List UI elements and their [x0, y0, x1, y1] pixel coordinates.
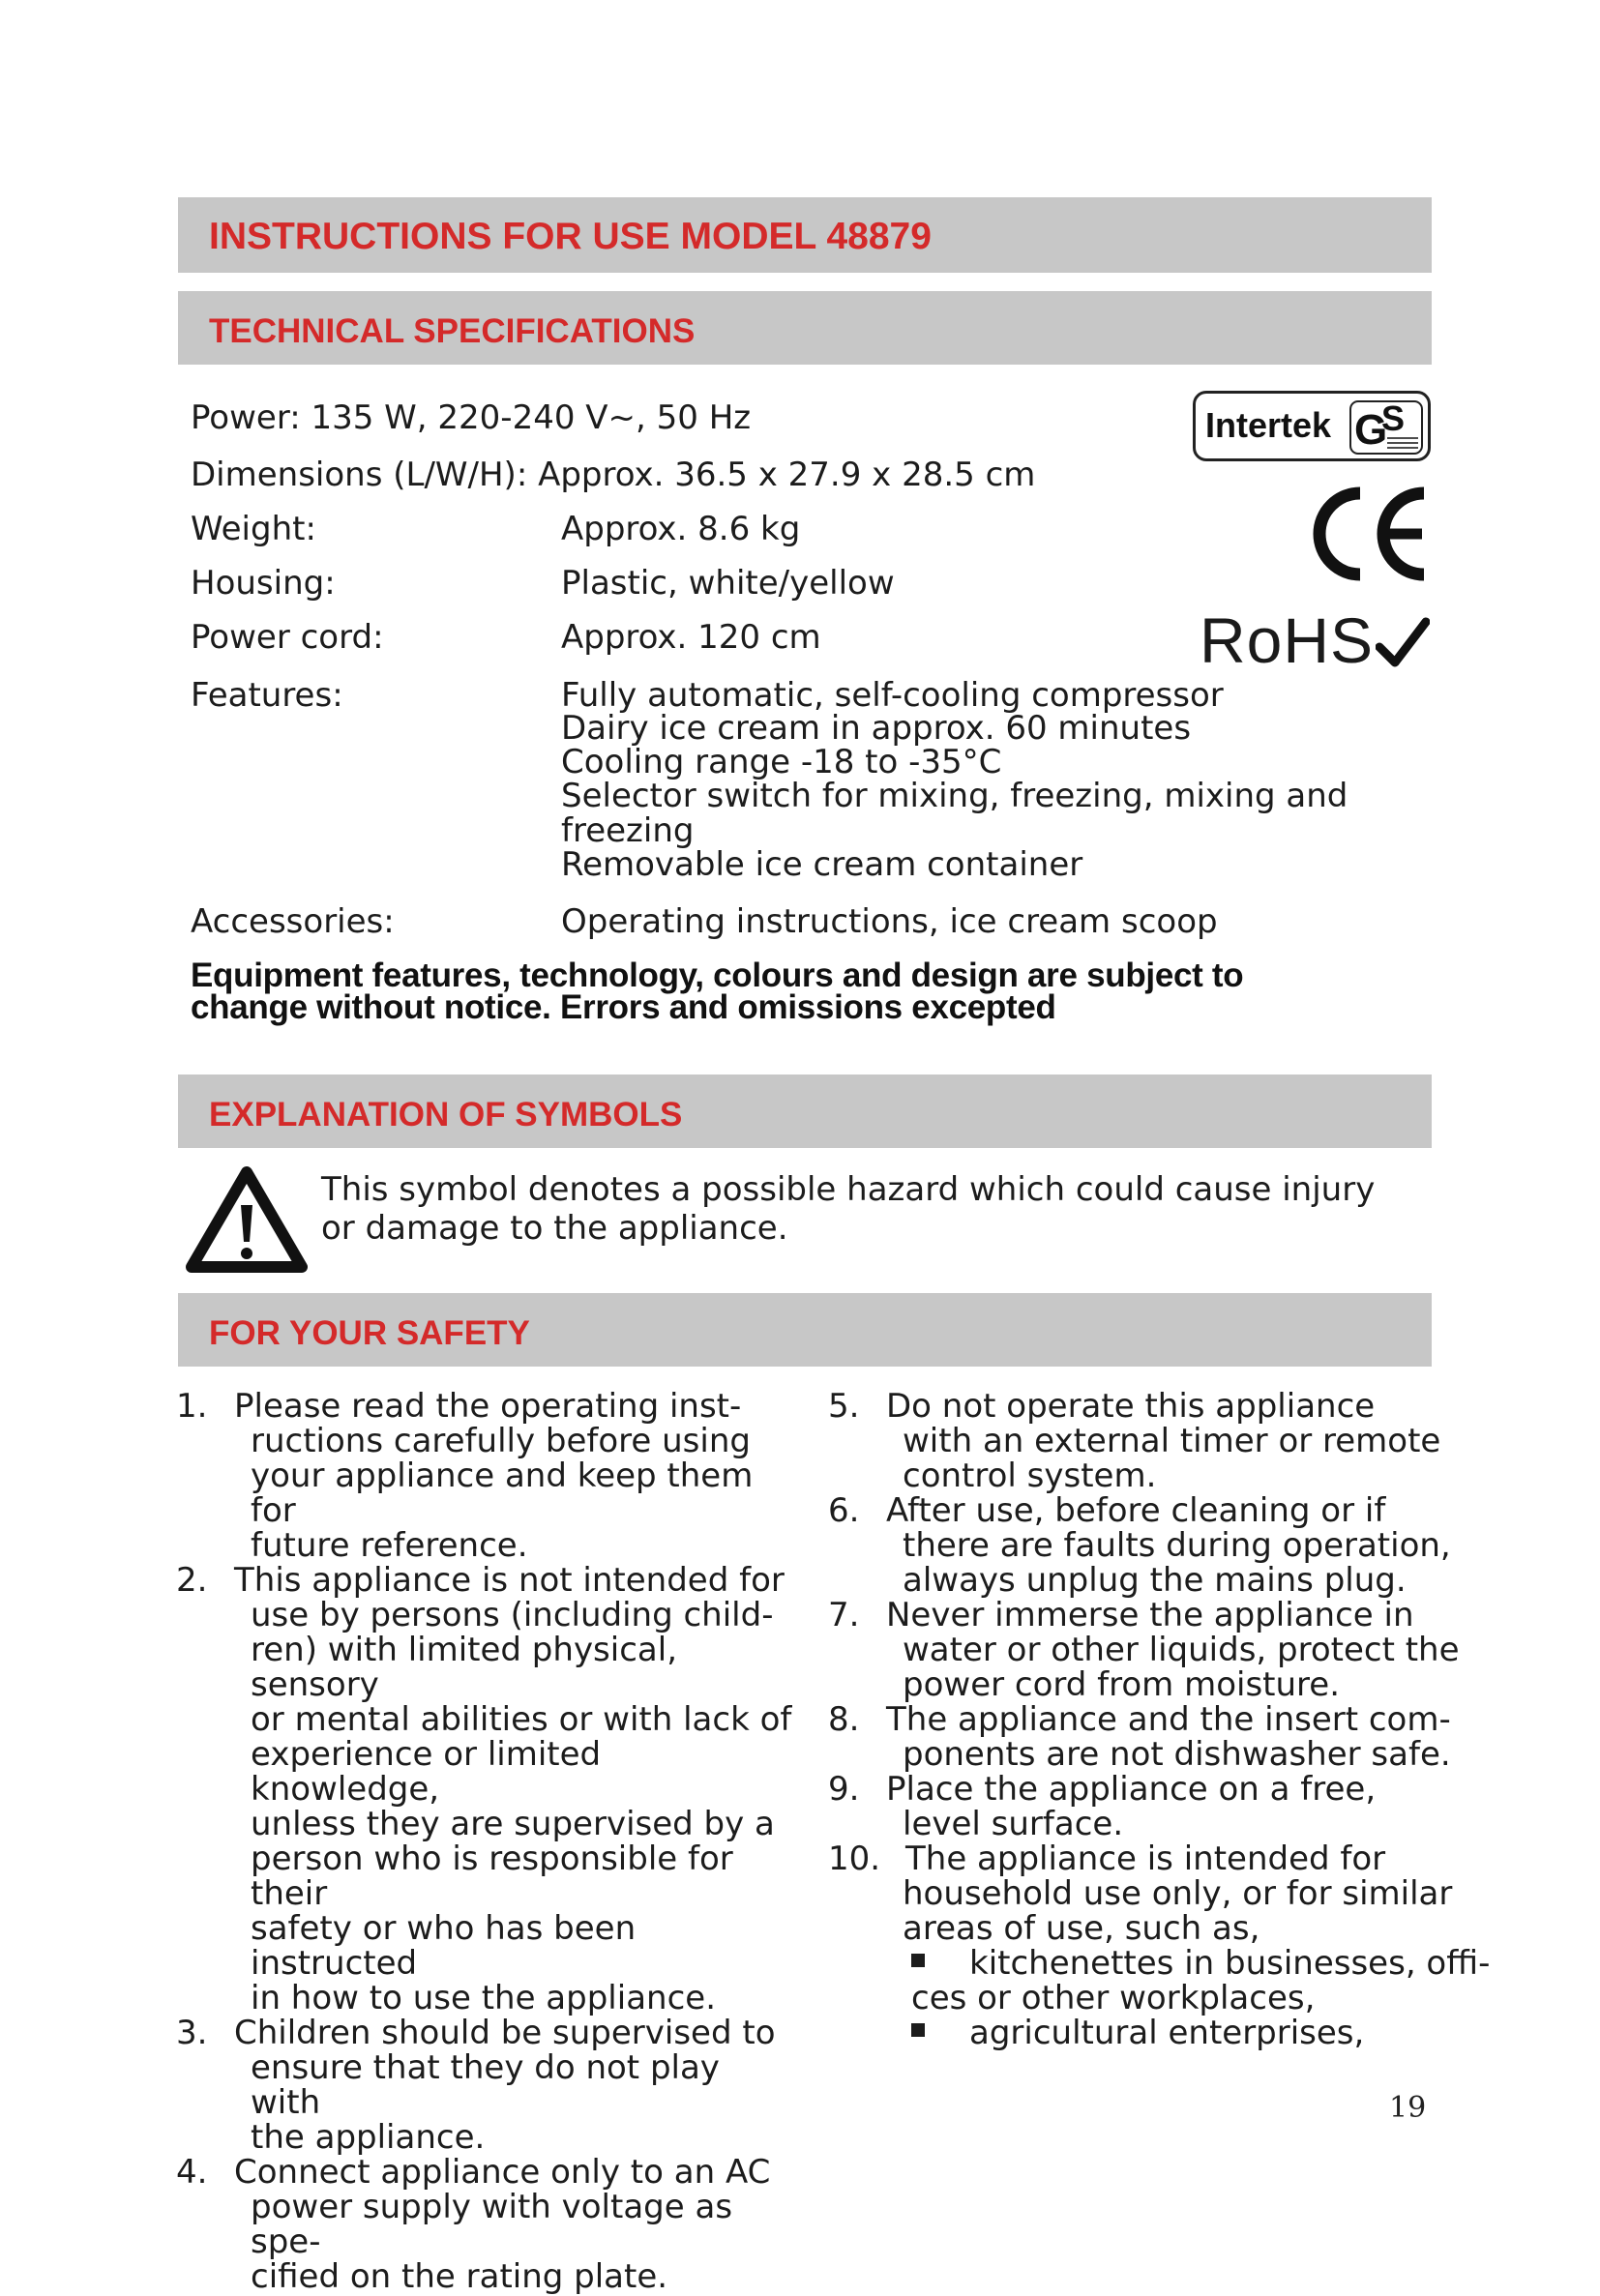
- spec-label-features: Features:: [191, 676, 343, 715]
- item-number: 5.: [828, 1387, 860, 1426]
- item-number: 6.: [828, 1491, 860, 1530]
- svg-text:S: S: [1381, 399, 1406, 438]
- ce-mark-icon: [1304, 484, 1432, 584]
- symbols-heading-bar: [178, 1074, 1432, 1148]
- item-line: After use, before cleaning or if: [886, 1491, 1386, 1530]
- spec-label-housing: Housing:: [191, 564, 336, 603]
- item-line: Do not operate this appliance: [886, 1387, 1376, 1426]
- gs-mark-icon: [1348, 399, 1424, 456]
- item-line: power cord from moisture.: [903, 1665, 1341, 1704]
- rohs-mark: [1200, 602, 1430, 679]
- feature-line: Removable ice cream container: [561, 845, 1083, 884]
- safety-heading: FOR YOUR SAFETY: [209, 1314, 530, 1352]
- item-line: future reference.: [251, 1526, 528, 1565]
- item-line: with an external timer or remote: [903, 1422, 1441, 1460]
- item-number: 7.: [828, 1596, 860, 1634]
- change-notice: Equipment features, technology, colours and design are subject to change without notice. Errors and omissions excepted: [191, 957, 1244, 1026]
- intertek-gs-logo: [1193, 391, 1431, 461]
- feature-line: Cooling range -18 to -35°C: [561, 743, 1002, 781]
- safety-item: [176, 1389, 795, 1563]
- item-line: unless they are supervised by a: [251, 1805, 775, 1843]
- item-line: Please read the operating inst-: [234, 1387, 742, 1426]
- item-line: ensure that they do not play with: [251, 2048, 720, 2122]
- item-line: your appliance and keep them for: [251, 1457, 754, 1530]
- safety-item: [828, 1493, 1505, 1598]
- technical-specifications-heading-bar: [178, 291, 1432, 365]
- item-line: the appliance.: [251, 2118, 486, 2157]
- spec-dimensions: Dimensions (L/W/H): Approx. 36.5 x 27.9 x 28.5 cm: [191, 456, 1036, 494]
- item-number: 3.: [176, 2014, 208, 2052]
- warning-triangle-icon: [186, 1166, 308, 1275]
- item-line: person who is responsible for their: [251, 1840, 733, 1913]
- item-line: in how to use the appliance.: [251, 1979, 716, 2017]
- item-line: ren) with limited physical, sensory: [251, 1631, 678, 1704]
- symbols-heading: EXPLANATION OF SYMBOLS: [209, 1096, 683, 1133]
- safety-item: [828, 1702, 1505, 1772]
- item-line: Children should be supervised to: [234, 2014, 776, 2052]
- hazard-symbol-description: This symbol denotes a possible hazard which could cause injury or damage to the appliance.: [321, 1170, 1376, 1248]
- intertek-wordmark: Intertek: [1205, 404, 1332, 445]
- rohs-wordmark: RoHS: [1200, 604, 1375, 676]
- item-line: cified on the rating plate.: [251, 2257, 668, 2296]
- spec-label-accessories: Accessories:: [191, 902, 395, 941]
- item-line: The appliance is intended for: [905, 1840, 1386, 1878]
- item-line: water or other liquids, protect the: [903, 1631, 1460, 1669]
- spec-value-housing: Plastic, white/yellow: [561, 564, 895, 603]
- spec-power: Power: 135 W, 220-240 V~, 50 Hz: [191, 398, 752, 437]
- safety-item: [828, 1841, 1505, 1946]
- safety-item: [176, 2016, 795, 2155]
- safety-item: [828, 1772, 1505, 1841]
- spec-value-power-cord: Approx. 120 cm: [561, 618, 821, 657]
- item-line: household use only, or for similar: [903, 1874, 1453, 1913]
- item-line: This appliance is not intended for: [234, 1561, 785, 1600]
- square-bullet-icon: [911, 1954, 925, 1967]
- item-number: 8.: [828, 1700, 860, 1739]
- item-number: 2.: [176, 1561, 208, 1600]
- item-line: use by persons (including child-: [251, 1596, 774, 1634]
- item-line: control system.: [903, 1457, 1157, 1495]
- item-number: 10.: [828, 1840, 881, 1878]
- document-title-bar: [178, 197, 1432, 273]
- item-line: ructions carefully before using: [251, 1422, 751, 1460]
- safety-subitem: [828, 2016, 1505, 2050]
- subitem-line: kitchenettes in businesses, offi-: [969, 1944, 1491, 1983]
- square-bullet-icon: [911, 2023, 925, 2037]
- safety-column-left: [176, 1389, 795, 2294]
- item-number: 4.: [176, 2153, 208, 2192]
- technical-specifications-heading: TECHNICAL SPECIFICATIONS: [209, 312, 696, 350]
- safety-column-right: [828, 1389, 1505, 2050]
- safety-heading-bar: [178, 1293, 1432, 1367]
- item-line: Connect appliance only to an AC: [234, 2153, 771, 2192]
- subitem-line: agricultural enterprises,: [969, 2014, 1365, 2052]
- feature-line: freezing: [561, 811, 695, 850]
- svg-text:G: G: [1354, 406, 1388, 454]
- item-line: areas of use, such as,: [903, 1909, 1260, 1948]
- feature-line: Selector switch for mixing, freezing, mixing and: [561, 777, 1348, 815]
- spec-value-features: Fully automatic, self-cooling compressor: [561, 676, 1224, 715]
- safety-item: [176, 1563, 795, 2016]
- item-line: or mental abilities or with lack of: [251, 1700, 792, 1739]
- spec-label-power-cord: Power cord:: [191, 618, 384, 657]
- item-line: Place the appliance on a free,: [886, 1770, 1377, 1809]
- item-number: 9.: [828, 1770, 860, 1809]
- safety-item: [828, 1389, 1505, 1493]
- safety-item: [828, 1598, 1505, 1702]
- spec-value-weight: Approx. 8.6 kg: [561, 510, 801, 548]
- safety-subitem: [828, 1946, 1505, 2016]
- subitem-line: ces or other workplaces,: [911, 1979, 1316, 2017]
- checkmark-icon: [1376, 616, 1430, 668]
- item-line: there are faults during operation,: [903, 1526, 1451, 1565]
- page-number: 19: [1389, 2091, 1427, 2125]
- document-title: INSTRUCTIONS FOR USE MODEL 48879: [209, 216, 932, 257]
- item-line: experience or limited knowledge,: [251, 1735, 602, 1809]
- item-line: power supply with voltage as spe-: [251, 2188, 733, 2261]
- feature-line: Dairy ice cream in approx. 60 minutes: [561, 709, 1192, 748]
- spec-label-weight: Weight:: [191, 510, 316, 548]
- item-line: level surface.: [903, 1805, 1124, 1843]
- safety-item: [176, 2155, 795, 2294]
- item-line: Never immerse the appliance in: [886, 1596, 1414, 1634]
- item-line: The appliance and the insert com-: [886, 1700, 1451, 1739]
- item-line: always unplug the mains plug.: [903, 1561, 1407, 1600]
- item-number: 1.: [176, 1387, 208, 1426]
- spec-value-accessories: Operating instructions, ice cream scoop: [561, 902, 1218, 941]
- item-line: ponents are not dishwasher safe.: [903, 1735, 1451, 1774]
- item-line: safety or who has been instructed: [251, 1909, 637, 1983]
